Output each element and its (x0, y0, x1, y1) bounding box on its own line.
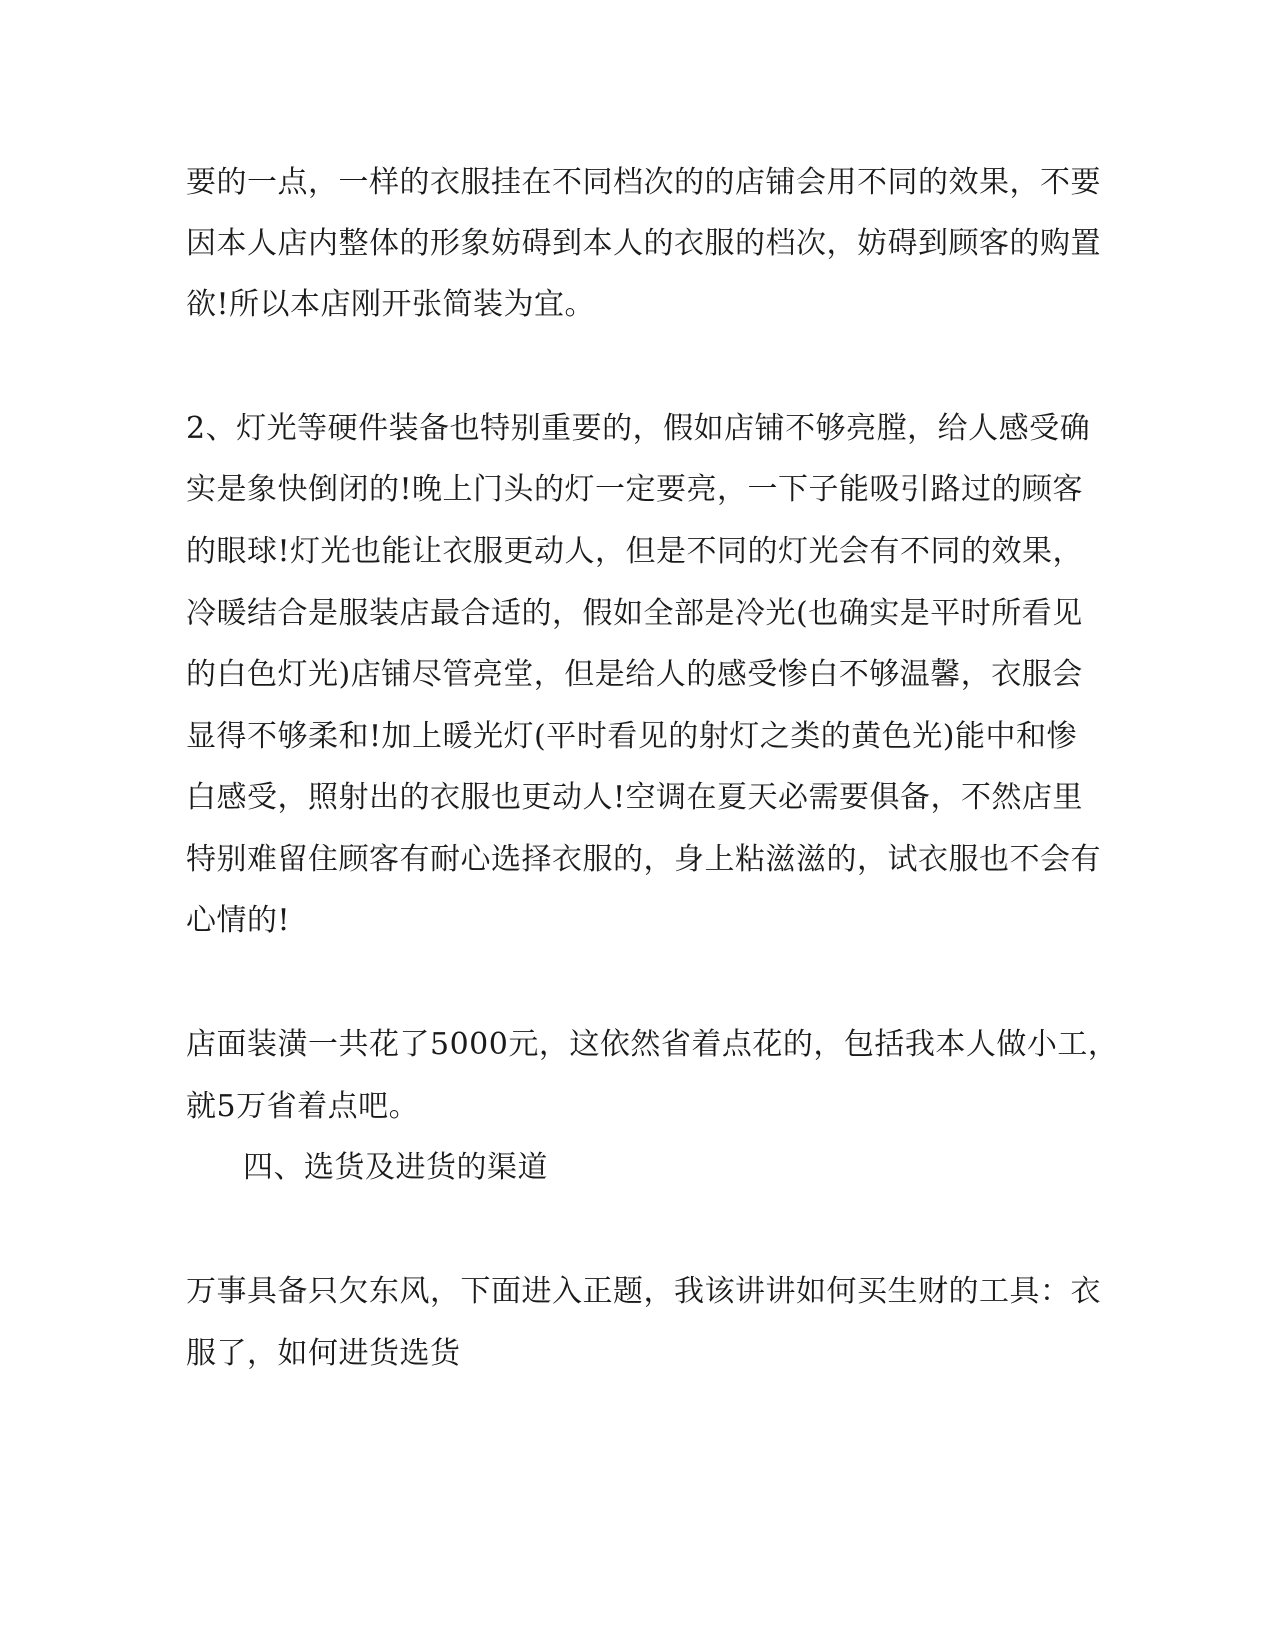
paragraph-2-line-4: 冷暖结合是服装店最合适的，假如全部是冷光(也确实是平时所看见 (186, 596, 1083, 631)
paragraph-2-line-1: 2、灯光等硬件装备也特别重要的，假如店铺不够亮膛，给人感受确 (186, 411, 1091, 446)
paragraph-2-line-2: 实是象快倒闭的!晚上门头的灯一定要亮，一下子能吸引路过的顾客 (186, 472, 1084, 507)
paragraph-2-line-3: 的眼球!灯光也能让衣服更动人，但是不同的灯光会有不同的效果， (186, 534, 1084, 569)
paragraph-2-line-7: 白感受，照射出的衣服也更动人!空调在夏天必需要俱备，不然店里 (186, 780, 1084, 815)
paragraph-2-line-5: 的白色灯光)店铺尽管亮堂，但是给人的感受惨白不够温馨，衣服会 (186, 657, 1083, 692)
paragraph-1-line-1: 要的一点，一样的衣服挂在不同档次的的店铺会用不同的效果，不要 (186, 165, 1101, 200)
paragraph-1-line-2: 因本人店内整体的形象妨碍到本人的衣服的档次，妨碍到顾客的购置 (186, 226, 1101, 261)
section-heading: 四、选货及进货的渠道 (243, 1150, 548, 1185)
paragraph-2-line-9: 心情的! (186, 903, 291, 938)
paragraph-2-line-8: 特别难留住顾客有耐心选择衣服的，身上粘滋滋的，试衣服也不会有 (186, 842, 1101, 877)
paragraph-3-line-2: 就5万省着点吧。 (186, 1089, 420, 1124)
paragraph-4-line-2: 服了，如何进货选货 (186, 1336, 461, 1371)
paragraph-2-line-6: 显得不够柔和!加上暖光灯(平时看见的射灯之类的黄色光)能中和惨 (186, 719, 1077, 754)
paragraph-4-line-1: 万事具备只欠东风，下面进入正题，我该讲讲如何买生财的工具：衣 (186, 1274, 1101, 1309)
paragraph-1-line-3: 欲!所以本店刚开张简装为宜。 (186, 287, 596, 322)
paragraph-3-line-1: 店面装潢一共花了5000元，这依然省着点花的，包括我本人做小工， (186, 1027, 1119, 1062)
